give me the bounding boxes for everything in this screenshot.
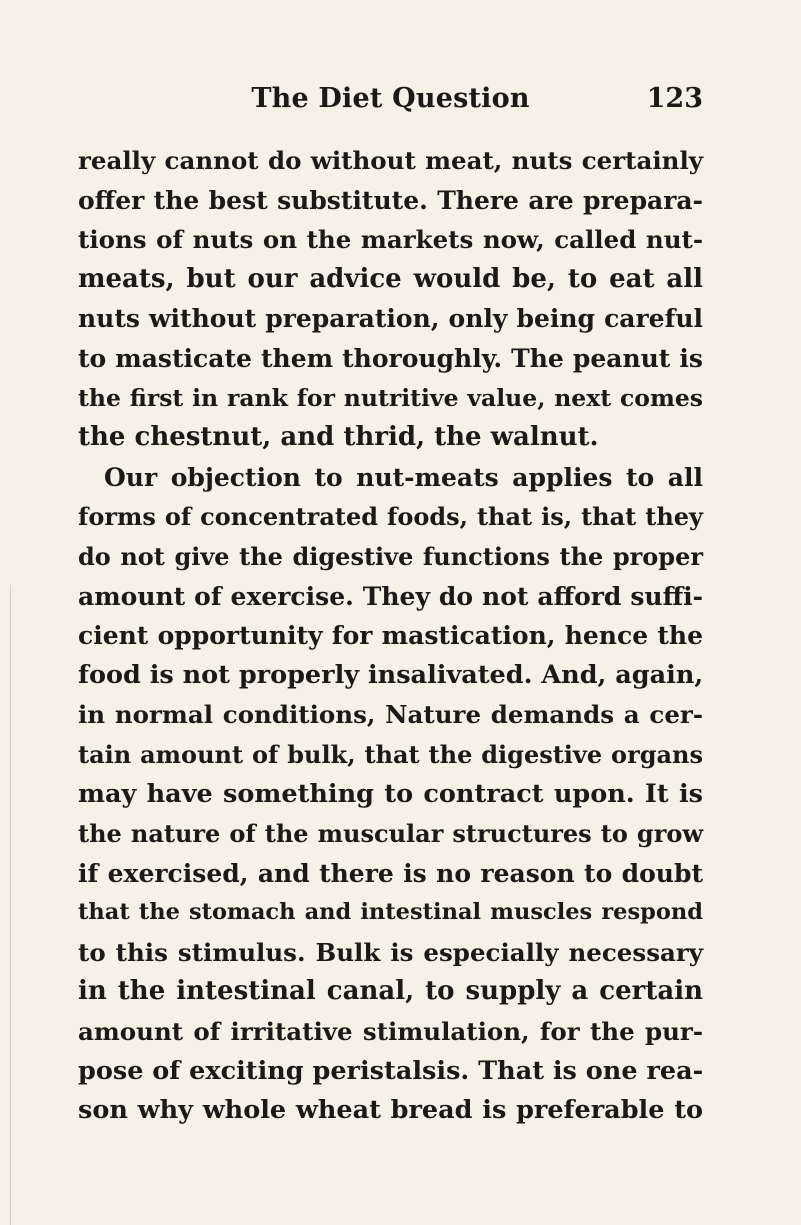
text-line: tain amount of bulk, that the digestive organs xyxy=(78,739,703,769)
text-line: son why whole wheat bread is preferable to xyxy=(78,1095,703,1126)
text-line: pose of exciting peristalsis. That is one rea- xyxy=(78,1055,704,1086)
text-line: the chestnut, and thrid, the walnut. xyxy=(78,422,599,453)
text-line: may have something to contract upon. It is xyxy=(78,778,703,809)
text-line: food is not properly insalivated. And, again, xyxy=(78,659,704,690)
gutter-line xyxy=(10,585,11,1225)
text-line: meats, but our advice would be, to eat all xyxy=(78,263,703,294)
text-line: the nature of the muscular structures to grow xyxy=(78,819,703,849)
text-line: offer the best substitute. There are prepara- xyxy=(78,185,703,215)
text-line: nuts without preparation, only being careful xyxy=(78,304,703,334)
text-line: do not give the digestive functions the proper xyxy=(78,541,703,571)
text-line: forms of concentrated foods, that is, that they xyxy=(78,502,703,532)
text-line: in the intestinal canal, to supply a certain xyxy=(78,976,703,1007)
text-line: if exercised, and there is no reason to doubt xyxy=(78,858,703,888)
body-text xyxy=(78,141,703,1131)
text-line: that the stomach and intestinal muscles respond xyxy=(78,899,703,926)
running-head xyxy=(78,83,703,119)
text-line: amount of exercise. They do not afford suffi- xyxy=(78,581,703,611)
text-line: the first in rank for nutritive value, next comes xyxy=(78,383,703,412)
text-line: Our objection to nut-meats applies to all xyxy=(104,462,703,492)
text-line: cient opportunity for mastication, hence the xyxy=(78,621,703,651)
running-title: The Diet Question xyxy=(251,83,530,114)
text-line: really cannot do without meat, nuts certainly xyxy=(78,146,703,175)
page-number: 123 xyxy=(646,83,703,114)
text-line: amount of irritative stimulation, for the pur- xyxy=(78,1017,703,1047)
text-line: to this stimulus. Bulk is especially necessary xyxy=(78,937,703,967)
text-line: in normal conditions, Nature demands a cer- xyxy=(78,700,703,730)
text-line: tions of nuts on the markets now, called nut- xyxy=(78,225,703,255)
text-line: to masticate them thoroughly. The peanut is xyxy=(78,343,703,373)
